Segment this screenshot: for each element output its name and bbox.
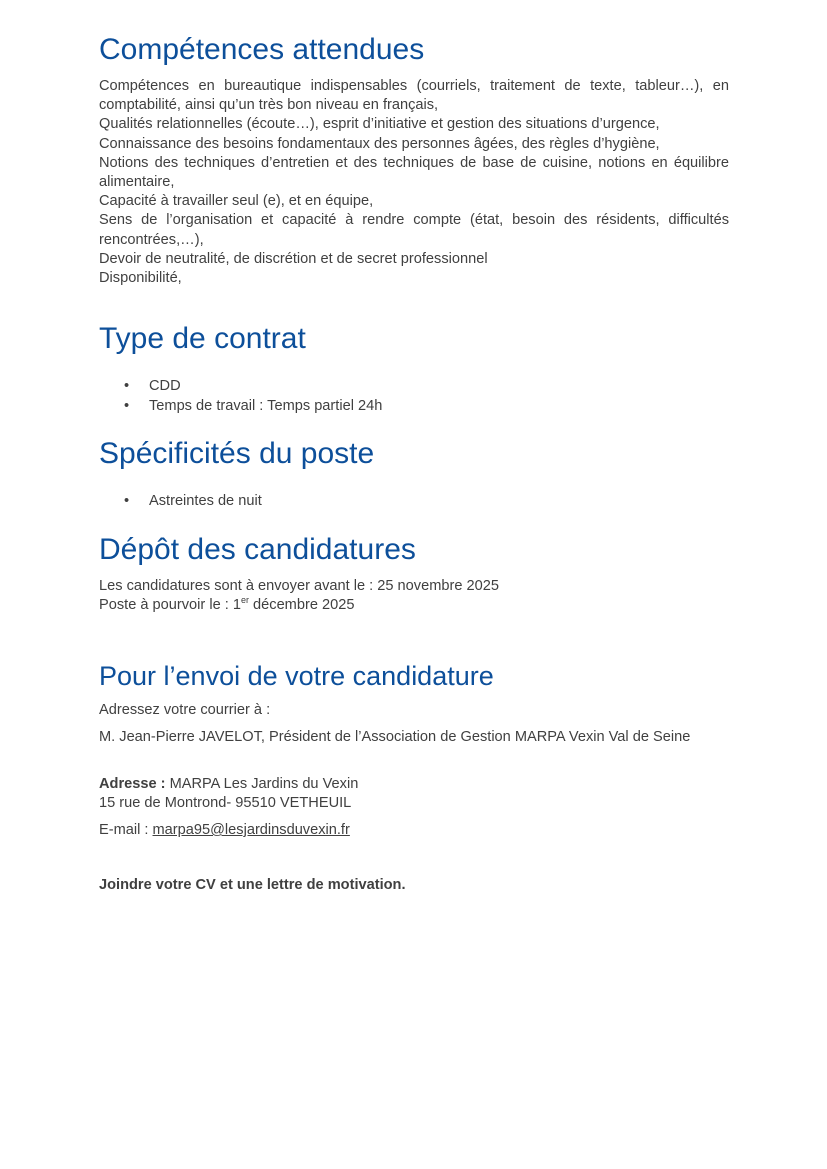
competence-line: Disponibilité, (99, 270, 182, 287)
section-title-depot: Dépôt des candidatures (99, 533, 416, 566)
specificites-list (99, 492, 262, 512)
competence-line: Devoir de neutralité, de discrétion et de secret professionnel (99, 250, 488, 267)
section-title-contrat: Type de contrat (99, 322, 306, 355)
bullet-icon: • (124, 397, 130, 414)
email-line: E-mail : marpa95@lesjardinsduvexin.fr (99, 822, 350, 838)
competence-line: Capacité à travailler seul (e), et en équipe, (99, 193, 374, 210)
deadline-text: Les candidatures sont à envoyer avant le : 25 novembre 2025 (99, 578, 499, 594)
competence-line: Notions des techniques d’entretien et des techniques de base de cuisine, notions en équilibre alimentaire, (99, 154, 729, 191)
section-title-envoi: Pour l’envoi de votre candidature (99, 661, 494, 691)
competences-list (99, 77, 729, 288)
bullet-icon: • (124, 378, 130, 394)
list-item: • Temps de travail : Temps partiel 24h (99, 397, 382, 417)
depot-block (99, 577, 729, 615)
competence-line: Compétences en bureautique indispensables (courriels, traitement de texte, tableur…), en comptabilité, ainsi qu’un très bon niveau en français, (99, 78, 729, 114)
address-line: 15 rue de Montrond- 95510 VETHEUIL (99, 795, 352, 812)
address-label: Adresse : (99, 776, 166, 792)
competence-line: Sens de l’organisation et capacité à rendre compte (état, besoin des résidents, difficultés rencontrées,…), (99, 212, 729, 248)
list-item: • Astreintes de nuit (99, 492, 262, 512)
envoi-intro: Adressez votre courrier à : (99, 702, 271, 718)
email-link[interactable]: marpa95@lesjardinsduvexin.fr (152, 822, 350, 838)
address-block (99, 775, 729, 813)
section-title-specificites: Spécificités du poste (99, 437, 375, 470)
address-line: Adresse : MARPA Les Jardins du Vexin (99, 776, 359, 792)
bullet-icon: • (124, 493, 130, 509)
contrat-list (99, 377, 382, 417)
list-item: • CDD (99, 377, 382, 397)
competence-line: Connaissance des besoins fondamentaux des personnes âgées, des règles d’hygiène, (99, 135, 660, 152)
closing-text: Joindre votre CV et une lettre de motivation. (99, 877, 406, 893)
recipient-text: M. Jean-Pierre JAVELOT, Président de l’Association de Gestion MARPA Vexin Val de Seine (99, 729, 691, 745)
competence-line: Qualités relationnelles (écoute…), esprit d’initiative et gestion des situations d’urgence, (99, 116, 660, 133)
start-date-text: Poste à pourvoir le : 1er décembre 2025 (99, 595, 355, 614)
section-title-competences: Compétences attendues (99, 33, 425, 66)
